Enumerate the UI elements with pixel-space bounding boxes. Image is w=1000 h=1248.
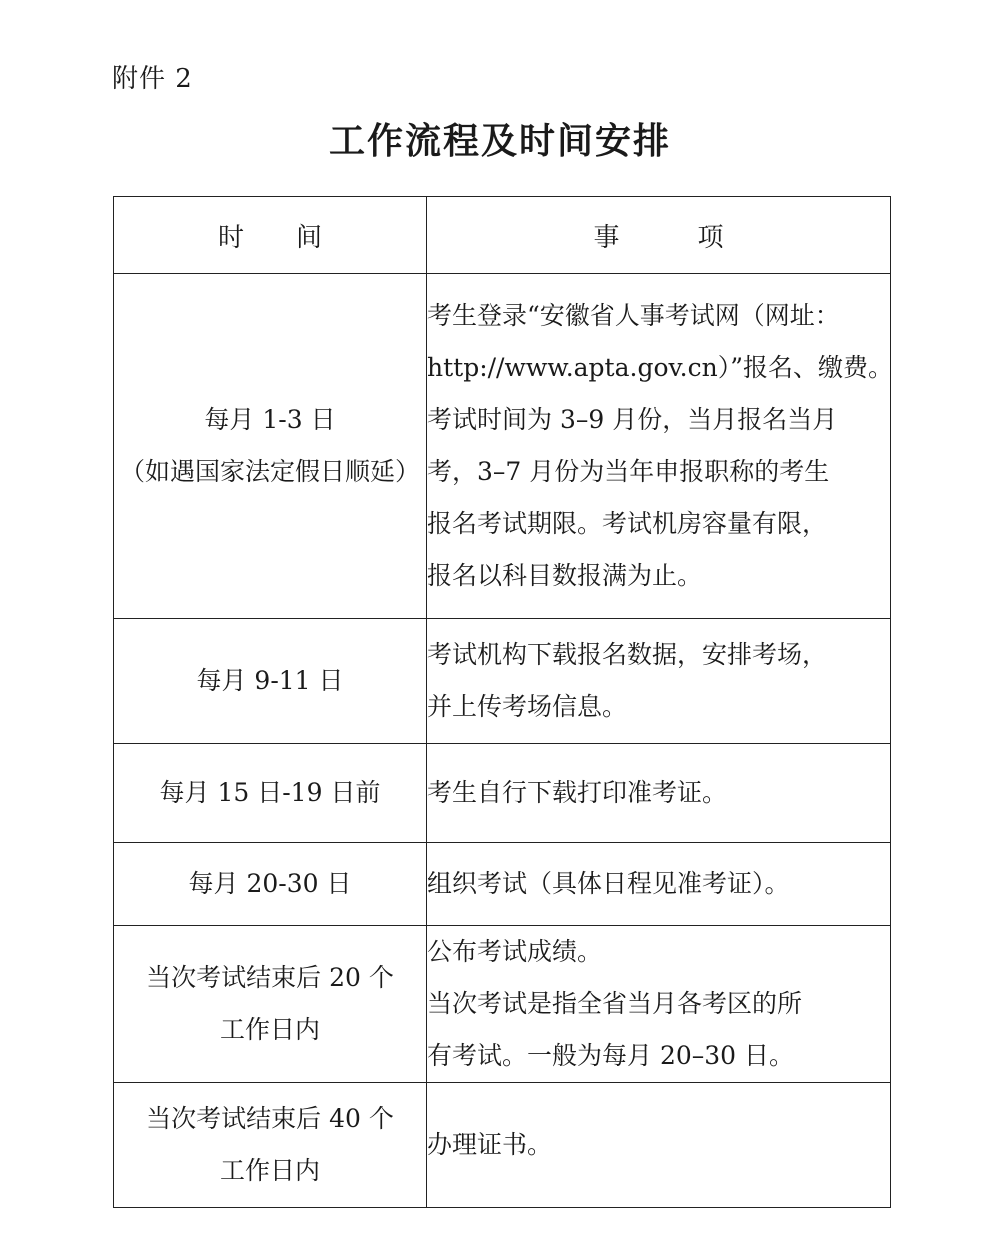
item-text: 公布考试成绩。	[427, 937, 603, 966]
item-text: 组织考试（具体日程见准考证）。	[427, 869, 790, 898]
attachment-label: 附件 2	[112, 64, 193, 94]
time-cell	[114, 843, 427, 926]
time-text: 当次考试结束后 40 个	[146, 1104, 394, 1133]
table-row	[114, 744, 891, 843]
time-text: 工作日内	[219, 1015, 320, 1044]
time-text: 每月 1-3 日	[204, 405, 336, 434]
time-cell	[114, 744, 427, 843]
header-item: 事 项	[427, 197, 891, 274]
item-cell	[427, 619, 891, 744]
item-text: 并上传考场信息。	[427, 692, 628, 721]
item-cell	[427, 744, 891, 843]
time-note: （如遇国家法定假日顺延）	[119, 457, 420, 486]
item-text: 考生自行下载打印准考证。	[427, 778, 728, 807]
table-row	[114, 619, 891, 744]
item-text: 报名以科目数报满为止。	[427, 561, 703, 590]
time-cell	[114, 1083, 427, 1208]
header-time: 时 间	[114, 197, 427, 274]
item-text: http://www.apta.gov.cn）”报名、缴费。	[427, 353, 893, 382]
table-row	[114, 274, 891, 619]
item-text: 办理证书。	[427, 1130, 553, 1159]
item-text: 考试机构下载报名数据，安排考场，	[427, 640, 828, 669]
item-cell	[427, 926, 891, 1083]
table-row	[114, 926, 891, 1083]
item-cell	[427, 274, 891, 619]
time-text: 每月 9-11 日	[196, 666, 344, 695]
time-cell	[114, 619, 427, 744]
table-row	[114, 1083, 891, 1208]
page-title: 工作流程及时间安排	[328, 120, 671, 162]
time-text: 每月 20-30 日	[188, 869, 352, 898]
item-text: 有考试。一般为每月 20–30 日。	[427, 1041, 795, 1070]
table-header-row	[114, 197, 891, 274]
schedule-table	[113, 196, 891, 1208]
time-text: 当次考试结束后 20 个	[146, 963, 394, 992]
time-cell	[114, 274, 427, 619]
time-cell	[114, 926, 427, 1083]
item-text: 报名考试期限。考试机房容量有限，	[427, 509, 828, 538]
item-text: 考试时间为 3–9 月份，当月报名当月	[427, 405, 838, 434]
item-text: 考生登录“安徽省人事考试网（网址：	[427, 301, 840, 330]
item-cell	[427, 843, 891, 926]
time-text: 工作日内	[219, 1156, 320, 1185]
item-text: 当次考试是指全省当月各考区的所	[427, 989, 803, 1018]
item-text: 考，3–7 月份为当年申报职称的考生	[427, 457, 830, 486]
table-row	[114, 843, 891, 926]
time-text: 每月 15 日-19 日前	[159, 778, 381, 807]
item-cell	[427, 1083, 891, 1208]
